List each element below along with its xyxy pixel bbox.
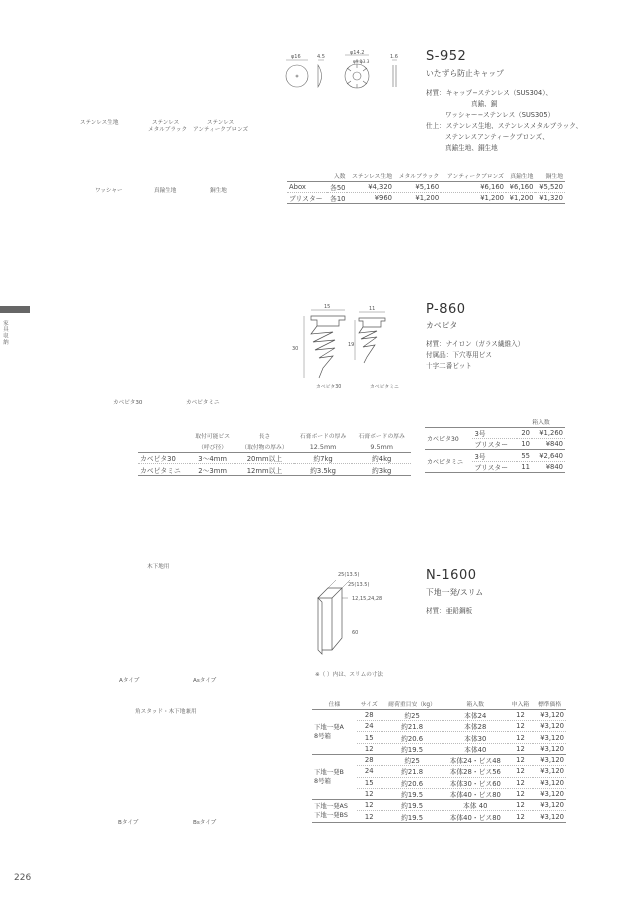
dim-25b: 25(13.5) <box>348 582 370 588</box>
label-metal-black-2: メタルブラック <box>148 127 188 133</box>
dim-60: 60 <box>352 630 359 636</box>
table-row: 15 約20.6 本体30 12 ¥3,120 <box>312 732 566 743</box>
cap-brass <box>146 147 184 177</box>
dim-12-28: 12,15,24,28 <box>352 596 383 602</box>
sidebar-tab <box>0 306 30 313</box>
table-row: 15 約20.6 本体30・ビス60 12 ¥3,120 <box>312 777 566 788</box>
dim-h19: 19 <box>348 342 355 348</box>
table-row: ブリスター 11 ¥840 <box>425 461 565 472</box>
label-type-a: Aタイプ <box>119 678 140 684</box>
cap-copper <box>200 147 238 177</box>
label-type-b: Bタイプ <box>118 820 139 826</box>
table-row: 24 約21.8 本体28・ビス56 12 ¥3,120 <box>312 766 566 777</box>
label-copper: 銅生地 <box>210 188 227 194</box>
cap-metal-black <box>146 80 184 112</box>
table-row: カベピタ30 3号 20 ¥1,260 <box>427 428 563 444</box>
cap-stainless <box>67 63 129 113</box>
label-type-bs: Bsタイプ <box>193 820 217 826</box>
p860-spec-table: 取付可能ビス 長さ 石膏ボードの厚み 石膏ボードの厚み （呼び径） （取付物の厚み） 12.5mm 9.5mm カベピタ30 3〜4mm 20mm以上 約7kg 約4kg カベピタミニ 2〜3mm 12mm以上 約3.5kg 約3kg <box>138 430 411 476</box>
s952-spec: 材質：キャップ−ステンレス（SUS304）、 真鍮、銅 ワッシャー−ステンレス（SUS305） 仕上：ステンレス生地、ステンレスメタルブラック、 ステンレスアンティークブロンズ、 真鍮生地、銅生地 <box>426 89 583 152</box>
table-row: 下地一発B 8号箱 28 約25 本体24・ビス48 12 ¥3,120 <box>312 754 566 765</box>
s952-drawing <box>283 52 403 102</box>
label-stainless: ステンレス生地 <box>80 120 119 126</box>
dim-d91: φ9.1 <box>353 59 363 64</box>
table-row: 下地一発A 8号箱 28 約25 本体24 12 ¥3,120 <box>312 709 566 720</box>
spec-group-name: 下地一発A 8号箱 <box>314 722 344 740</box>
table-row: 12 約19.5 本体40・ビス80 12 ¥3,120 <box>312 811 566 822</box>
table-row: Abox 各50 ¥4,320 ¥5,160 ¥6,160 ¥6,160 ¥5,520 <box>289 182 563 192</box>
p860-code: P-860 <box>426 302 466 317</box>
p860-price-table: 箱入数 カベピタ30 3号 20 ¥1,260 ブリスター 10 ¥840 カベピタミニ 3号 55 ¥2,640 ブリスター 11 ¥840 <box>425 416 565 473</box>
label-wood-base: 木下地用 <box>147 564 170 570</box>
label-kabepita-mini: カベピタミニ <box>186 400 220 406</box>
table-row: 下地一発AS 下地一発BS 12 約19.5 本体 40 12 ¥3,120 <box>312 800 566 811</box>
table-row: カベピタミニ 3号 55 ¥2,640 <box>427 451 563 466</box>
n1600-code: N-1600 <box>426 568 477 583</box>
dim-d16: φ16 <box>291 54 301 60</box>
p860-name: カベピタ <box>426 321 458 330</box>
n1600-name: 下地一発/スリム <box>426 588 484 597</box>
label-washer: ワッシャー <box>95 188 123 194</box>
table-row: ブリスター 10 ¥840 <box>474 440 563 450</box>
s952-name: いたずら防止キャップ <box>426 69 504 78</box>
type-bs-image <box>186 722 222 814</box>
s952-code: S-952 <box>426 49 467 64</box>
label-metal-black-1: ステンレス <box>152 120 180 126</box>
dim-45: 4.5 <box>317 54 325 60</box>
n1600-drawing <box>312 570 392 660</box>
table-row: ブリスター 各10 ¥960 ¥1,200 ¥1,200 ¥1,200 ¥1,320 <box>289 194 563 204</box>
dim-caption-mini: カベピタミニ <box>370 385 399 390</box>
page-number: 226 <box>14 873 32 883</box>
label-bronze-1: ステンレス <box>207 120 235 126</box>
n1600-price-table: 仕様 サイズ 耐荷重目安（kg） 箱入数 申入箱 標準価格 下地一発A 8号箱 28 約25 本体24 12 ¥3,120 24 約21.8 本体28 12 ¥3,120 15 約20.6 本体30 12 ¥3,120 12 約19.5 本体40 12 ¥3,120 下地一発B 8号箱 28 約25 本体24・ビス48 12 ¥3,120 24 約21.8 本体28・ビス56 12 ¥3,120 15 約20.6 本体30・ビス60 12 ¥3,120 12 約19.5 本体40・ビス80 12 ¥3,120 下地一発AS 下地一発BS 12 約19.5 本体 40 12 ¥3,120 12 約19.5 本体40・ビス80 12 ¥3,120 <box>312 698 566 823</box>
washer-image <box>85 145 137 172</box>
dim-d142: φ14.2 <box>350 50 365 56</box>
spec-group-name: 下地一発B 8号箱 <box>314 768 344 786</box>
table-row: カベピタミニ 2〜3mm 12mm以上 約3.5kg 約3kg <box>138 464 411 475</box>
cap-antique-bronze <box>200 80 238 112</box>
label-stud-wood: 角スタッド・木下地兼用 <box>135 709 197 715</box>
table-row: 24 約21.8 本体28 12 ¥3,120 <box>312 721 566 732</box>
dim-h30: 30 <box>292 346 299 352</box>
kabepita30-image <box>104 292 150 385</box>
dim-caption-30: カベピタ30 <box>316 385 342 390</box>
dim-w15: 15 <box>324 304 331 310</box>
type-a-image <box>99 578 159 670</box>
label-kabepita30: カベピタ30 <box>113 400 143 406</box>
dim-16: 1.6 <box>390 54 398 60</box>
table-row: 12 約19.5 本体40 12 ¥3,120 <box>312 743 566 754</box>
kabepita-mini-image <box>183 324 219 385</box>
dim-d33: φ3.3 <box>360 59 370 64</box>
n1600-note: ※（ ）内は、スリムの寸法 <box>315 672 383 678</box>
s952-price-table: 入数 ステンレス生地 メタルブラック アンティークブロンズ 真鍮生地 銅生地 Abox 各50 ¥4,320 ¥5,160 ¥6,160 ¥6,160 ¥5,520 ブリスター 各10 ¥960 ¥1,200 ¥1,200 ¥1,200 ¥1,320 <box>287 170 565 204</box>
label-type-as: Asタイプ <box>193 678 217 684</box>
dim-25a: 25(13.5) <box>338 572 360 578</box>
label-brass: 真鍮生地 <box>154 188 177 194</box>
p860-spec: 材質：ナイロン（ガラス繊維入） 付属品：下穴専用ビス 十字二番ビット <box>426 340 525 370</box>
label-bronze-2: アンティークブロンズ <box>193 127 249 133</box>
spec-group-name: 下地一発AS 下地一発BS <box>314 801 348 819</box>
table-row: 12 約19.5 本体40・ビス80 12 ¥3,120 <box>312 788 566 799</box>
type-b-image <box>98 722 158 814</box>
dim-w11: 11 <box>369 306 376 312</box>
type-as-image <box>186 580 222 668</box>
table-row: カベピタ30 3〜4mm 20mm以上 約7kg 約4kg <box>138 453 411 464</box>
n1600-spec: 材質：亜鉛鋼板 <box>426 607 473 615</box>
p860-drawing <box>292 304 411 398</box>
sidebar-label: 家具収納 <box>2 320 8 346</box>
